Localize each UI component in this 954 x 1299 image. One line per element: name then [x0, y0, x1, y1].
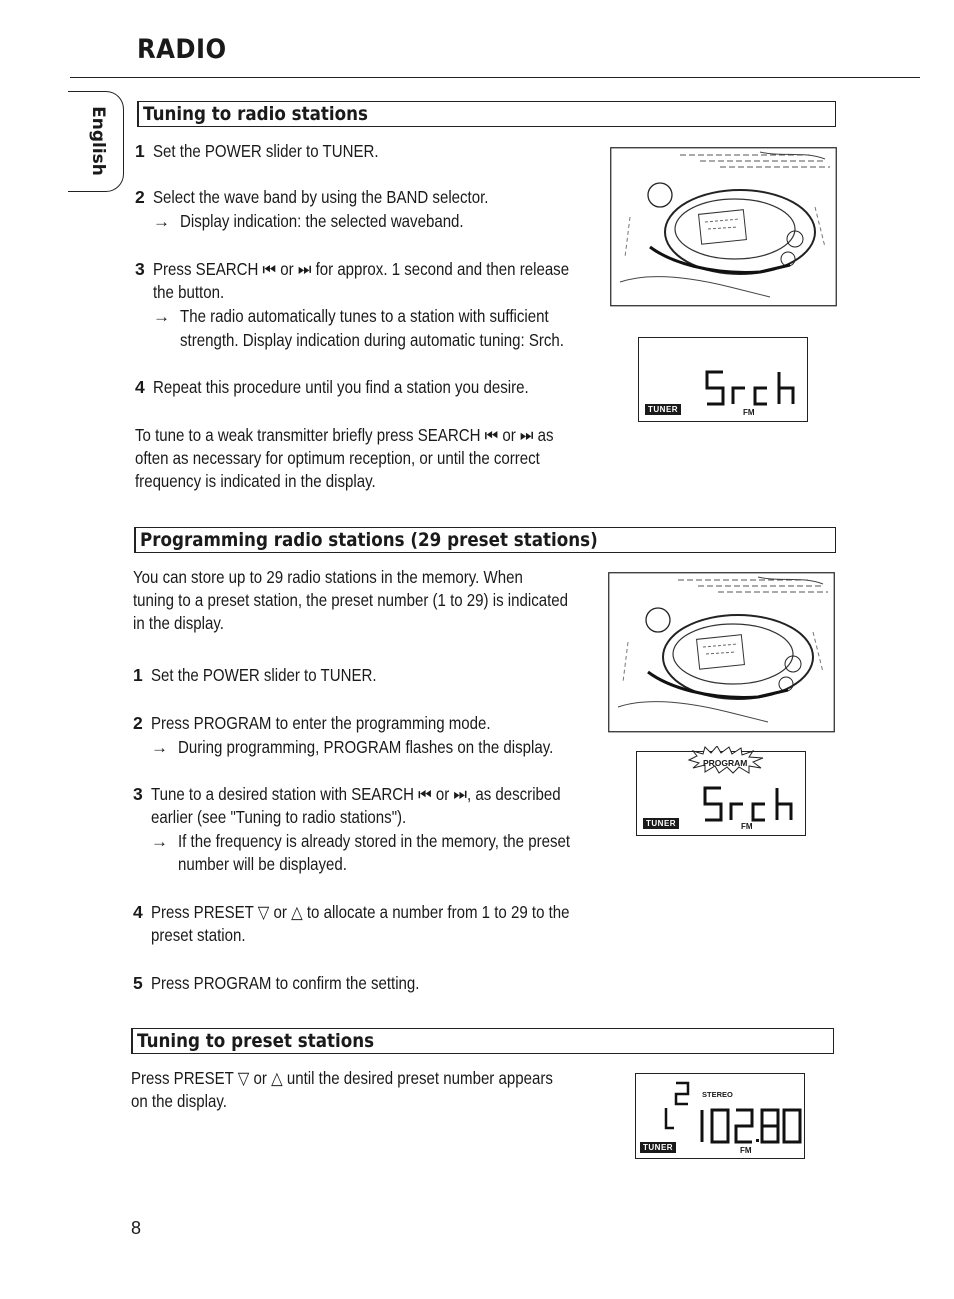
result-arrow-icon: →	[153, 212, 170, 231]
step-number: 2	[135, 187, 145, 207]
top-rule	[70, 77, 920, 78]
step-text: the button.	[153, 282, 225, 302]
step-number: 1	[135, 141, 145, 161]
section-heading-text: Programming radio stations (29 preset stations)	[140, 529, 598, 551]
intro-text: in the display.	[133, 613, 224, 633]
language-tab-label: English	[88, 106, 108, 176]
step-text: Set the POWER slider to TUNER.	[153, 141, 379, 161]
tuner-badge: TUNER	[645, 404, 681, 415]
section-heading-text: Tuning to preset stations	[137, 1030, 375, 1052]
section-heading-text: Tuning to radio stations	[143, 103, 368, 125]
step-text: Press PROGRAM to confirm the setting.	[151, 973, 420, 993]
step-number: 2	[133, 713, 143, 733]
result-arrow-icon: →	[153, 307, 170, 326]
step-result: strength. Display indication during automatic tuning: Srch.	[180, 330, 564, 350]
step-text: preset station.	[151, 925, 246, 945]
step-text: Press PRESET ▽ or △ to allocate a number from 1 to 29 to the	[151, 902, 570, 922]
lcd-segment-text	[664, 1080, 804, 1146]
step-text: Select the wave band by using the BAND selector.	[153, 187, 489, 207]
lcd-segment-text	[703, 784, 799, 826]
step-result: If the frequency is already stored in the memory, the preset	[178, 831, 571, 851]
step-text: Repeat this procedure until you find a station you desire.	[153, 377, 529, 397]
page-number: 8	[131, 1218, 142, 1238]
step-number: 5	[133, 973, 143, 993]
tuner-badge: TUNER	[640, 1142, 676, 1153]
step-number: 3	[135, 259, 145, 279]
step-result: During programming, PROGRAM flashes on the display.	[178, 737, 554, 757]
section-heading-tuning	[137, 101, 836, 127]
step-text: Tune to a desired station with SEARCH ⏮ or ⏭, as described	[151, 784, 561, 804]
lcd-display	[636, 751, 806, 836]
step-text: earlier (see "Tuning to radio stations").	[151, 807, 407, 827]
step-result: Display indication: the selected waveband.	[180, 211, 464, 231]
step-result: number will be displayed.	[178, 854, 347, 874]
band-label: FM	[740, 1146, 752, 1155]
step-text: Press SEARCH ⏮ or ⏭ for approx. 1 second and then release	[153, 259, 570, 279]
step-number: 1	[133, 665, 143, 685]
note-text: often as necessary for optimum reception, or until the correct	[135, 448, 540, 468]
step-text: Set the POWER slider to TUNER.	[151, 665, 377, 685]
lcd-display	[638, 337, 808, 422]
step-result: The radio automatically tunes to a station with sufficient	[180, 306, 549, 326]
program-label: PROGRAM	[703, 758, 748, 768]
page-title: RADIO	[137, 34, 227, 65]
intro-text: You can store up to 29 radio stations in the memory. When	[133, 567, 523, 587]
step-number: 3	[133, 784, 143, 804]
lcd-segment-text	[705, 368, 801, 410]
stereo-label: STEREO	[702, 1090, 733, 1099]
step-text: Press PROGRAM to enter the programming mode.	[151, 713, 491, 733]
tuner-badge: TUNER	[643, 818, 679, 829]
radio-illustration	[608, 572, 835, 733]
section-heading-programming	[134, 527, 836, 553]
note-text: frequency is indicated in the display.	[135, 471, 376, 491]
step-number: 4	[133, 902, 143, 922]
note-text: To tune to a weak transmitter briefly press SEARCH ⏮ or ⏭ as	[135, 425, 554, 445]
radio-illustration	[610, 147, 837, 307]
body-text: on the display.	[131, 1091, 227, 1111]
result-arrow-icon: →	[151, 738, 168, 757]
band-label: FM	[741, 822, 753, 831]
step-number: 4	[135, 377, 145, 397]
intro-text: tuning to a preset station, the preset number (1 to 29) is indicated	[133, 590, 569, 610]
lcd-display	[635, 1073, 805, 1159]
section-heading-preset	[131, 1028, 834, 1054]
result-arrow-icon: →	[151, 832, 168, 851]
body-text: Press PRESET ▽ or △ until the desired preset number appears	[131, 1068, 553, 1088]
band-label: FM	[743, 408, 755, 417]
